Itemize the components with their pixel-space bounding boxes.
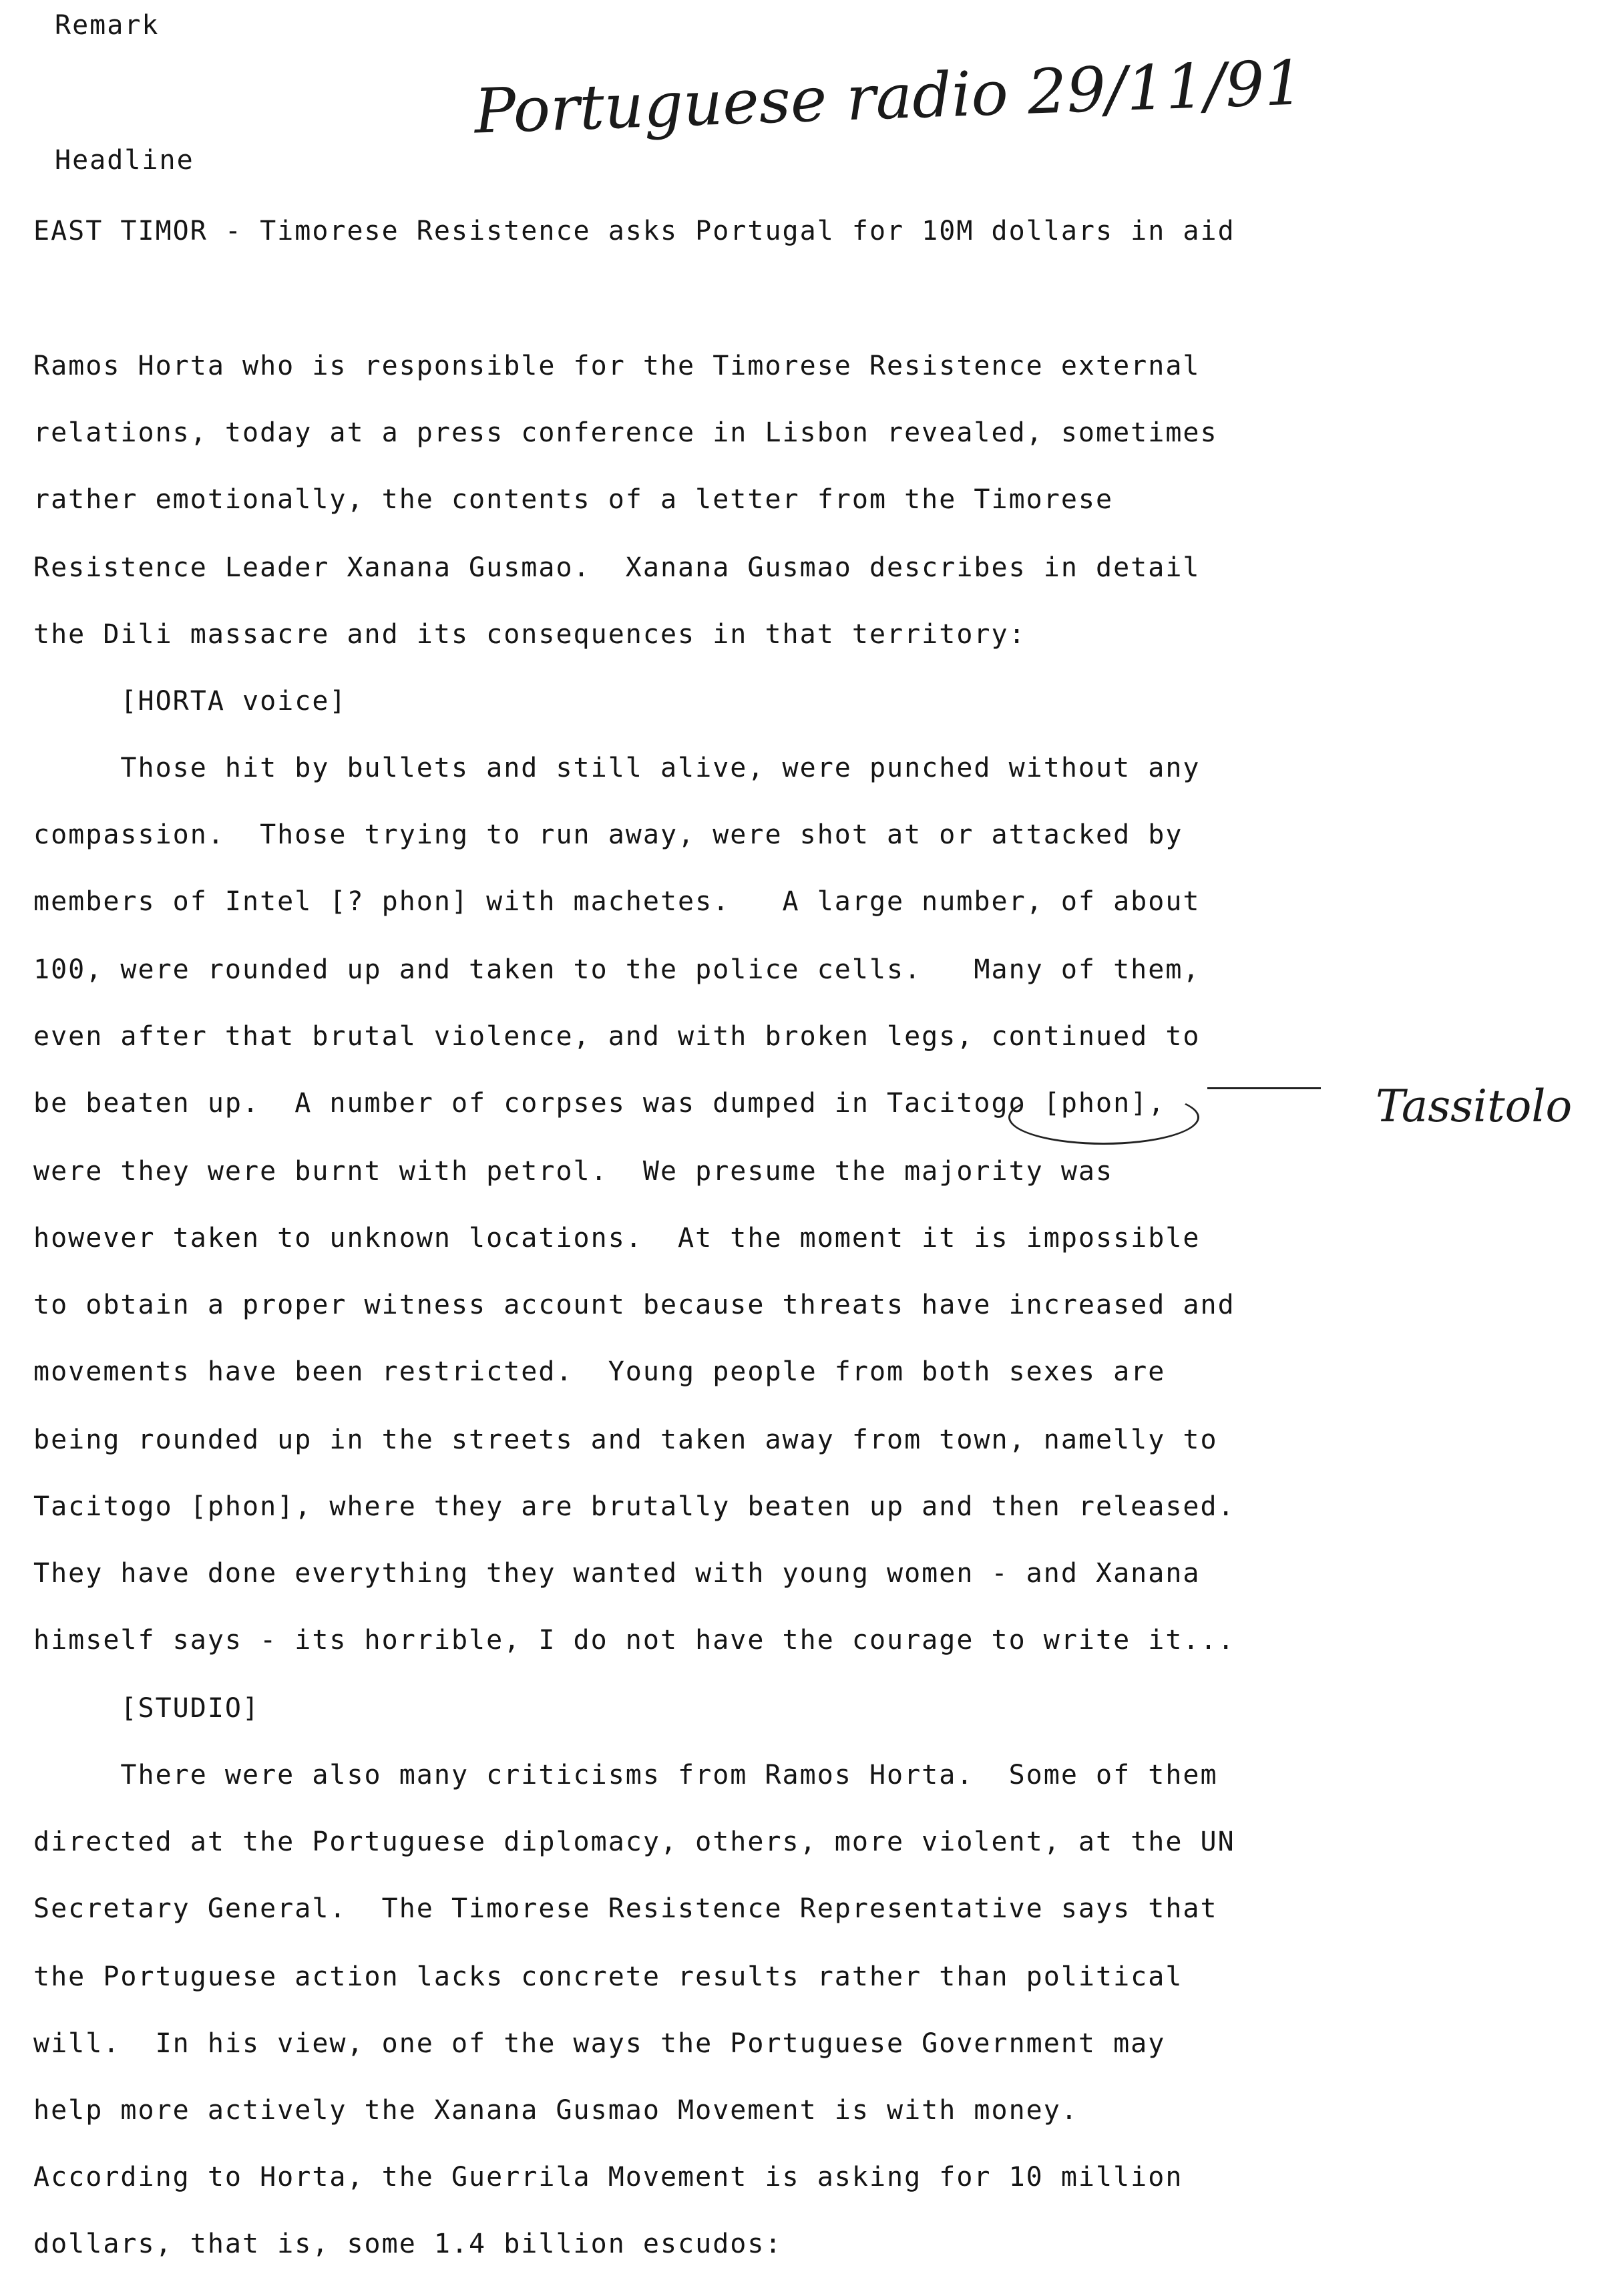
body-line: being rounded up in the streets and taken away from town, namelly to xyxy=(33,1424,1218,1455)
body-line: [STUDIO] xyxy=(33,1693,260,1724)
body-line: Ramos Horta who is responsible for the Timorese Resistence external xyxy=(33,351,1201,381)
body-line: 100, were rounded up and taken to the police cells. Many of them, xyxy=(33,954,1201,985)
handwritten-source-note: Portuguese radio 29/11/91 xyxy=(473,47,1305,148)
body-line: the Dili massacre and its consequences in that territory: xyxy=(33,619,1026,650)
body-line: will. In his view, one of the ways the Portuguese Government may xyxy=(33,2028,1166,2059)
body-line: Resistence Leader Xanana Gusmao. Xanana Gusmao describes in detail xyxy=(33,552,1201,583)
body-line: even after that brutal violence, and with broken legs, continued to xyxy=(33,1021,1201,1052)
body-line: rather emotionally, the contents of a letter from the Timorese xyxy=(33,484,1114,515)
handwritten-margin-note: Tassitolo xyxy=(1376,1081,1573,1132)
body-line: directed at the Portuguese diplomacy, others, more violent, at the UN xyxy=(33,1827,1235,1857)
headline-label: Headline xyxy=(55,145,194,176)
body-line: dollars, that is, some 1.4 billion escudos: xyxy=(33,2229,783,2259)
body-line: Tacitogo [phon], where they are brutally beaten up and then released. xyxy=(33,1491,1235,1522)
body-line: According to Horta, the Guerrila Movement is asking for 10 million xyxy=(33,2162,1183,2193)
handwritten-circle-mark xyxy=(1008,1090,1199,1145)
body-line: help more actively the Xanana Gusmao Movement is with money. xyxy=(33,2095,1078,2126)
body-line: movements have been restricted. Young people from both sexes are xyxy=(33,1356,1166,1387)
handwritten-overline-mark xyxy=(1207,1087,1321,1089)
body-line: relations, today at a press conference in Lisbon revealed, sometimes xyxy=(33,417,1218,448)
remark-label: Remark xyxy=(55,10,160,41)
body-line: to obtain a proper witness account because threats have increased and xyxy=(33,1290,1235,1320)
body-line: There were also many criticisms from Ramos Horta. Some of them xyxy=(33,1760,1218,1790)
body-line: be beaten up. A number of corpses was dumped in Tacitogo [phon], xyxy=(33,1088,1166,1119)
headline-text: EAST TIMOR - Timorese Resistence asks Portugal for 10M dollars in aid xyxy=(33,216,1235,246)
body-line: They have done everything they wanted with young women - and Xanana xyxy=(33,1558,1201,1589)
body-line: himself says - its horrible, I do not have the courage to write it... xyxy=(33,1625,1235,1656)
body-line: [HORTA voice] xyxy=(33,686,347,717)
body-line: Secretary General. The Timorese Resistence Representative says that xyxy=(33,1893,1218,1924)
body-line: however taken to unknown locations. At the moment it is impossible xyxy=(33,1223,1201,1254)
body-line: were they were burnt with petrol. We presume the majority was xyxy=(33,1156,1114,1187)
body-line: members of Intel [? phon] with machetes. A large number, of about xyxy=(33,886,1201,917)
body-line: Those hit by bullets and still alive, were punched without any xyxy=(33,753,1201,783)
body-line: compassion. Those trying to run away, were shot at or attacked by xyxy=(33,819,1183,850)
body-line: the Portuguese action lacks concrete results rather than political xyxy=(33,1961,1183,1992)
